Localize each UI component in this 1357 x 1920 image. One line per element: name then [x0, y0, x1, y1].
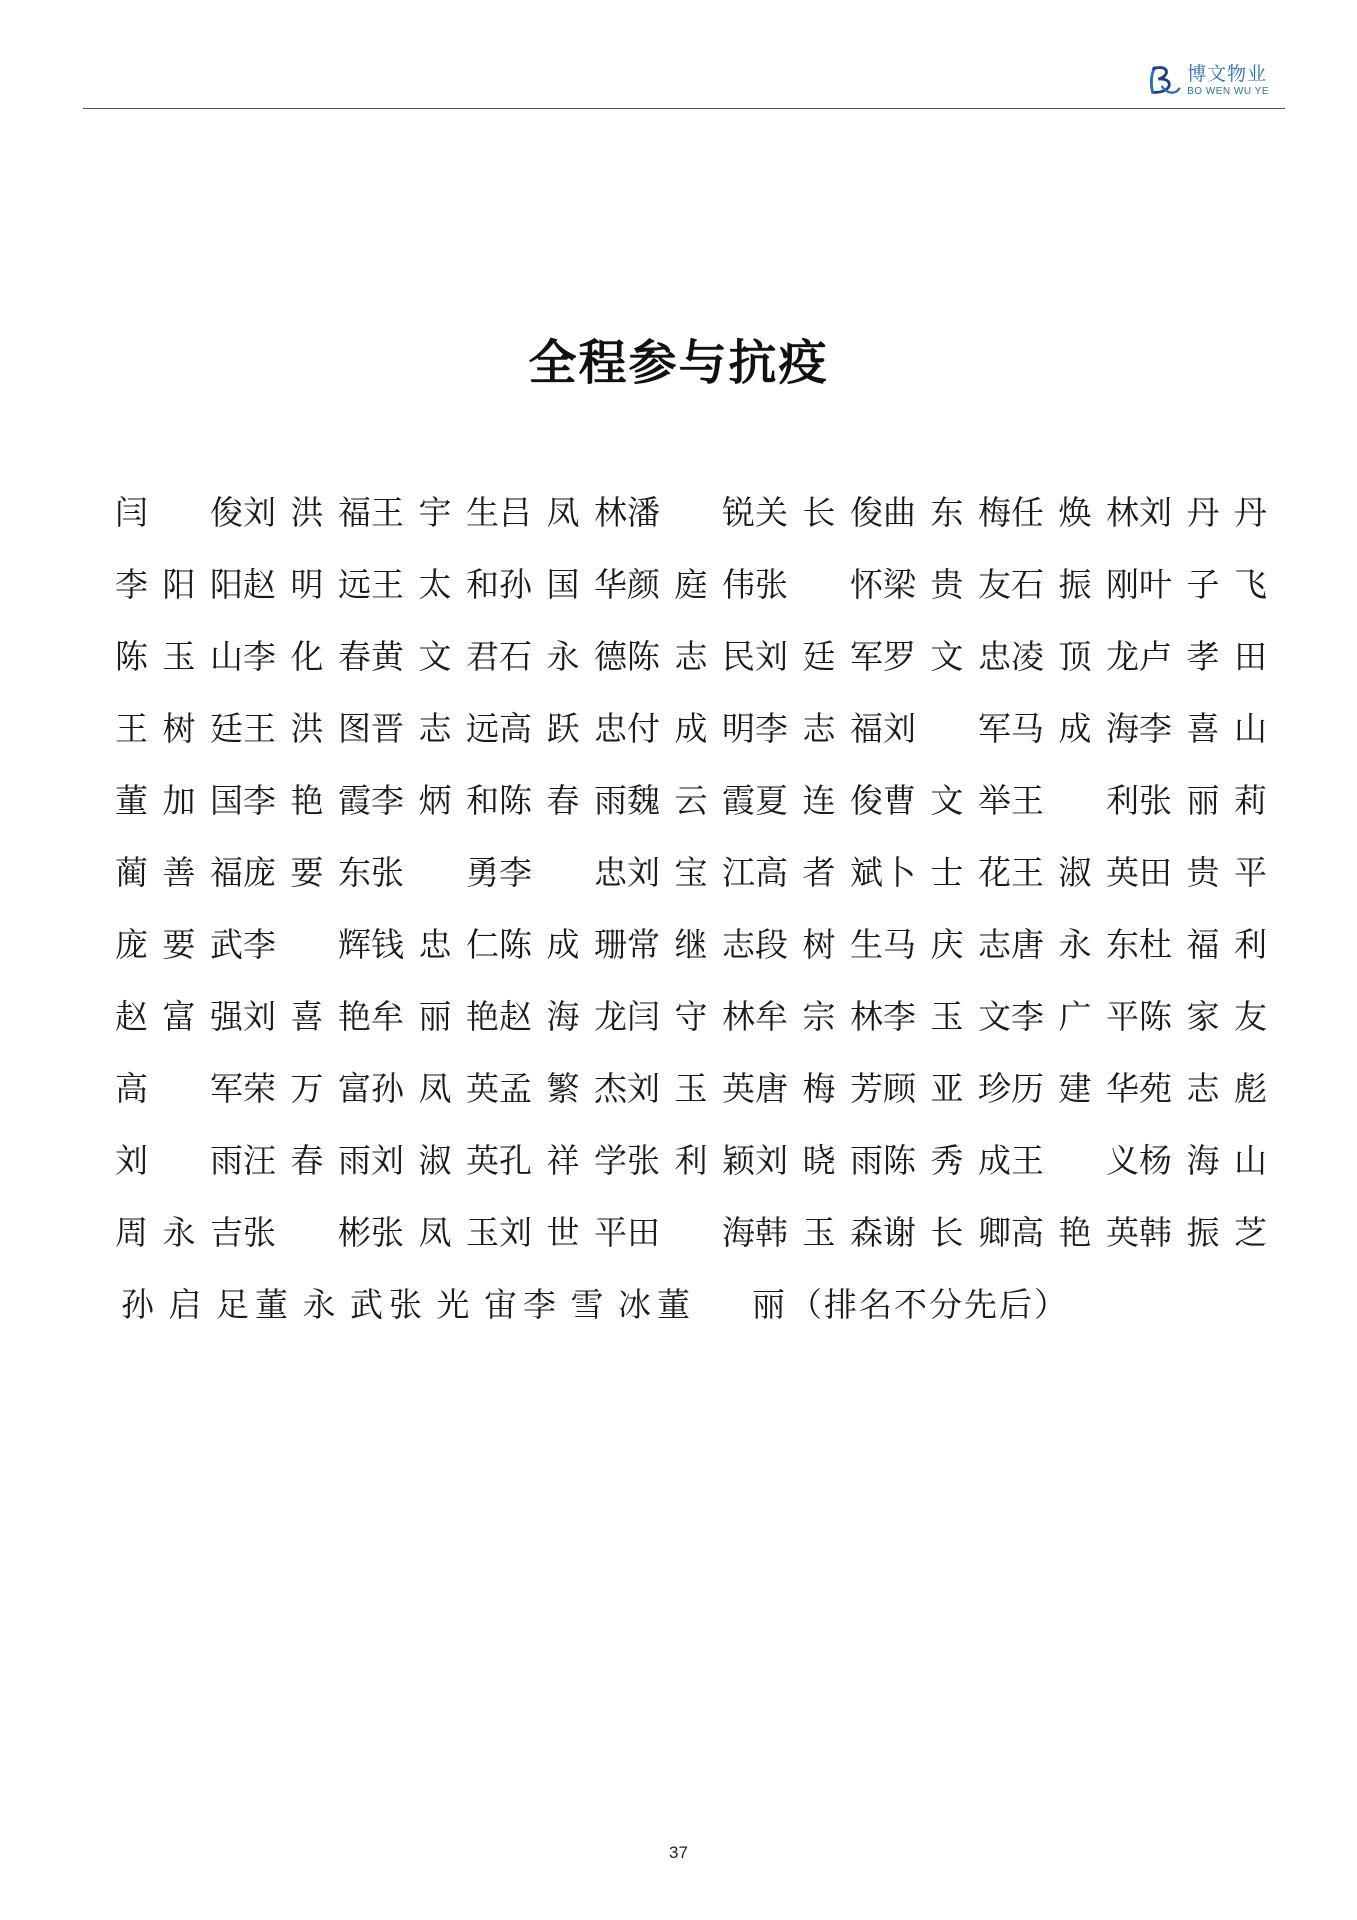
participant-name: 刘 玉 英 — [627, 1068, 755, 1108]
participant-name: 李 广 平 — [1011, 996, 1139, 1036]
participant-name: 苑 志 彪 — [1139, 1068, 1267, 1108]
name-row — [115, 1050, 1267, 1122]
name-list — [115, 474, 1267, 1338]
participant-name: 汪 春 雨 — [243, 1140, 371, 1180]
participant-name: 田 贵 平 — [1139, 852, 1267, 892]
name-row — [115, 1194, 1267, 1266]
participant-name: 高 军 — [115, 1068, 243, 1108]
name-row — [115, 834, 1267, 906]
participant-name: 曹 文 举 — [883, 780, 1011, 820]
participant-name: 孔 祥 学 — [499, 1140, 627, 1180]
participant-name: 潘 锐 — [627, 492, 755, 532]
ordering-note: （排名不分先后） — [789, 1284, 1069, 1324]
participant-name: 张 利 颖 — [627, 1140, 755, 1180]
participant-name: 夏 连 俊 — [755, 780, 883, 820]
participant-name: 魏 云 霞 — [627, 780, 755, 820]
participant-name: 付 成 明 — [627, 708, 755, 748]
participant-name: 王 太 和 — [371, 564, 499, 604]
participant-name: 张 光 宙 — [389, 1284, 517, 1324]
name-row — [115, 546, 1267, 618]
participant-name: 张 彬 — [243, 1212, 371, 1252]
participant-name: 刘 丹 丹 — [1139, 492, 1267, 532]
participant-name: 唐 永 东 — [1011, 924, 1139, 964]
participant-name: 刘 淑 英 — [371, 1140, 499, 1180]
participant-name: 杜 福 利 — [1139, 924, 1267, 964]
participant-name: 荣 万 富 — [243, 1068, 371, 1108]
participant-name: 牟 丽 艳 — [371, 996, 499, 1036]
participant-name: 李 志 福 — [755, 708, 883, 748]
participant-name: 孟 繁 杰 — [499, 1068, 627, 1108]
participant-name: 李 喜 山 — [1139, 708, 1267, 748]
participant-name: 韩 玉 森 — [755, 1212, 883, 1252]
participant-name: 孙 凤 英 — [371, 1068, 499, 1108]
participant-name: 王 树 廷 — [115, 708, 243, 748]
participant-name: 王 洪 图 — [243, 708, 371, 748]
company-logo — [1145, 62, 1269, 100]
participant-name: 卜 士 花 — [883, 852, 1011, 892]
participant-name: 陈 家 友 — [1139, 996, 1267, 1036]
name-row — [115, 618, 1267, 690]
participant-name: 杨 海 山 — [1139, 1140, 1267, 1180]
participant-name: 庞 要 武 — [115, 924, 243, 964]
participant-name: 历 建 华 — [1011, 1068, 1139, 1108]
bowen-logo-icon — [1145, 62, 1183, 100]
name-row — [115, 474, 1267, 546]
participant-name: 李 辉 — [243, 924, 371, 964]
participant-name: 刘 洪 福 — [243, 492, 371, 532]
participant-name: 刘 廷 军 — [755, 636, 883, 676]
participant-name: 叶 子 飞 — [1139, 564, 1267, 604]
participant-name: 庞 要 东 — [243, 852, 371, 892]
participant-name: 蔺 善 福 — [115, 852, 243, 892]
participant-name: 石 振 刚 — [1011, 564, 1139, 604]
name-row — [115, 1266, 1255, 1338]
participant-name: 李 雪 冰 — [523, 1284, 651, 1324]
participant-name: 周 永 吉 — [115, 1212, 243, 1252]
participant-name: 高 艳 英 — [1011, 1212, 1139, 1252]
participant-name: 曲 东 梅 — [883, 492, 1011, 532]
participant-name: 刘 喜 艳 — [243, 996, 371, 1036]
participant-name: 孙 启 足 — [121, 1284, 249, 1324]
participant-name: 陈 成 珊 — [499, 924, 627, 964]
participant-name: 张 勇 — [371, 852, 499, 892]
participant-name: 董 加 国 — [115, 780, 243, 820]
participant-name: 刘 晓 雨 — [755, 1140, 883, 1180]
participant-name: 晋 志 远 — [371, 708, 499, 748]
participant-name: 谢 长 卿 — [883, 1212, 1011, 1252]
name-row — [115, 690, 1267, 762]
participant-name: 李 炳 和 — [371, 780, 499, 820]
participant-name: 牟 宗 林 — [755, 996, 883, 1036]
participant-name: 张 凤 玉 — [371, 1212, 499, 1252]
participant-name: 陈 志 民 — [627, 636, 755, 676]
page-number: 37 — [669, 1843, 688, 1862]
participant-name: 董 丽 — [657, 1284, 785, 1324]
name-row — [115, 762, 1267, 834]
participant-name: 卢 孝 田 — [1139, 636, 1267, 676]
participant-name: 高 跃 忠 — [499, 708, 627, 748]
participant-name: 段 树 生 — [755, 924, 883, 964]
participant-name: 张 丽 莉 — [1139, 780, 1267, 820]
participant-name: 高 者 斌 — [755, 852, 883, 892]
participant-name: 刘 军 — [883, 708, 1011, 748]
participant-name: 王 利 — [1011, 780, 1139, 820]
participant-name: 闫 守 林 — [627, 996, 755, 1036]
page-title: 全程参与抗疫 — [528, 335, 829, 391]
participant-name: 钱 忠 仁 — [371, 924, 499, 964]
participant-name: 李 玉 文 — [883, 996, 1011, 1036]
participant-name: 刘 雨 — [115, 1140, 243, 1180]
participant-name: 黄 文 君 — [371, 636, 499, 676]
logo-english-name: BO WEN WU YE — [1187, 86, 1269, 97]
participant-name: 石 永 德 — [499, 636, 627, 676]
logo-chinese-name: 博文物业 — [1187, 63, 1268, 85]
participant-name: 李 化 春 — [243, 636, 371, 676]
participant-name: 马 庆 志 — [883, 924, 1011, 964]
participant-name: 闫 俊 — [115, 492, 243, 532]
participant-name: 张 怀 — [755, 564, 883, 604]
participant-name: 赵 明 远 — [243, 564, 371, 604]
participant-name: 凌 顶 龙 — [1011, 636, 1139, 676]
participant-name: 李 忠 — [499, 852, 627, 892]
participant-name: 吕 凤 林 — [499, 492, 627, 532]
participant-name: 赵 海 龙 — [499, 996, 627, 1036]
participant-name: 陈 春 雨 — [499, 780, 627, 820]
participant-name: 孙 国 华 — [499, 564, 627, 604]
participant-name: 刘 宝 江 — [627, 852, 755, 892]
name-row — [115, 978, 1267, 1050]
page-header — [83, 58, 1285, 109]
participant-name: 颜 庭 伟 — [627, 564, 755, 604]
participant-name: 李 艳 霞 — [243, 780, 371, 820]
participant-name: 田 海 — [627, 1212, 755, 1252]
participant-name: 唐 梅 芳 — [755, 1068, 883, 1108]
participant-name: 罗 文 忠 — [883, 636, 1011, 676]
participant-name: 梁 贵 友 — [883, 564, 1011, 604]
participant-name: 王 义 — [1011, 1140, 1139, 1180]
participant-name: 王 淑 英 — [1011, 852, 1139, 892]
participant-name: 李 阳 阳 — [115, 564, 243, 604]
participant-name: 任 焕 林 — [1011, 492, 1139, 532]
participant-name: 王 宇 生 — [371, 492, 499, 532]
name-row — [115, 1122, 1267, 1194]
name-row — [115, 906, 1267, 978]
participant-name: 陈 玉 山 — [115, 636, 243, 676]
participant-name: 常 继 志 — [627, 924, 755, 964]
participant-name: 刘 世 平 — [499, 1212, 627, 1252]
participant-name: 顾 亚 珍 — [883, 1068, 1011, 1108]
participant-name: 马 成 海 — [1011, 708, 1139, 748]
participant-name: 关 长 俊 — [755, 492, 883, 532]
participant-name: 陈 秀 成 — [883, 1140, 1011, 1180]
participant-name: 赵 富 强 — [115, 996, 243, 1036]
participant-name: 董 永 武 — [255, 1284, 383, 1324]
participant-name: 韩 振 芝 — [1139, 1212, 1267, 1252]
